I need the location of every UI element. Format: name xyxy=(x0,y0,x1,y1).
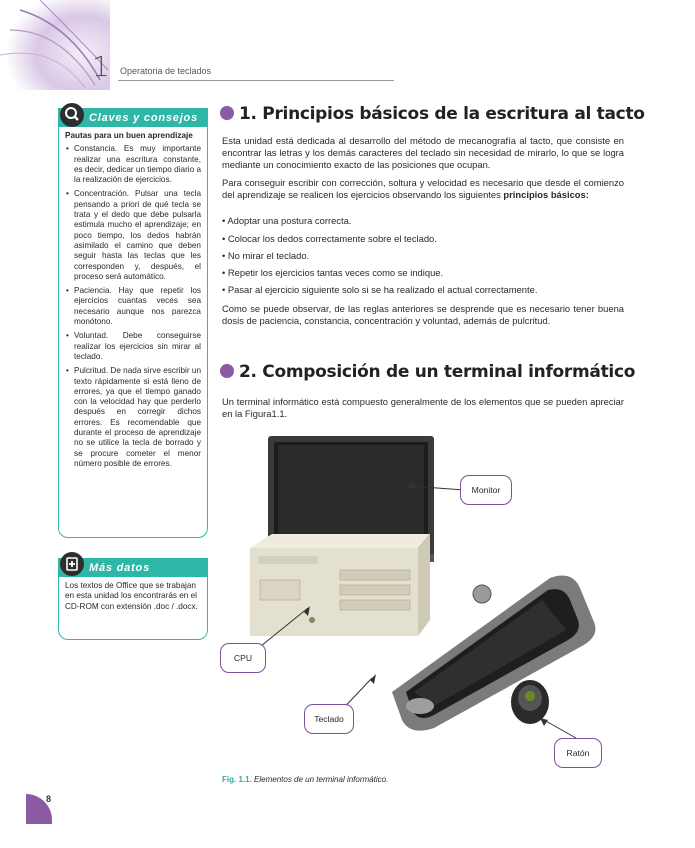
mas-datos-text: Los textos de Office que se trabajan en esta unidad los encontrarás en el CD-ROM con extensión .doc / .docx. xyxy=(65,581,198,611)
cpu-illustration xyxy=(250,534,430,636)
section1-paragraph-1: Esta unidad está dedicada al desarrollo del método de mecanografía al tacto, que consiste en encontrar las letras y los demás caracteres del teclado sin necesidad de mirarlo, lo que se logra mediante un conocimiento exacto de las posiciones que ocupan. xyxy=(222,135,624,170)
bullet-item: • Colocar los dedos correctamente sobre el teclado. xyxy=(222,233,437,244)
heading-dot xyxy=(220,106,234,120)
paragraph-text: Para conseguir escribir con corrección, soltura y velocidad es necesario que desde el comienzo del aprendizaje se realicen los ejercicios observando los siguientes xyxy=(222,177,624,200)
section2-heading xyxy=(220,362,635,382)
claves-list xyxy=(65,144,201,469)
section1-heading xyxy=(220,104,645,124)
caption-number: Fig. 1.1. xyxy=(222,775,252,784)
bullet-item: • Repetir los ejercicios tantas veces como se indique. xyxy=(222,267,444,278)
claves-box xyxy=(58,108,208,538)
list-item: • Voluntad. Debe conseguirse realizar los ejercicios sin mirar al teclado. xyxy=(74,331,201,362)
header-rule xyxy=(118,80,394,81)
chapter-number: 1 xyxy=(92,50,110,83)
claves-subtitle: Pautas para un buen aprendizaje xyxy=(65,131,193,140)
mas-datos-title: Más datos xyxy=(59,559,207,577)
section2-paragraph-1: Un terminal informático está compuesto generalmente de los elementos que se pueden apreciar en la Figura1.1. xyxy=(222,396,624,419)
label-teclado: Teclado xyxy=(304,704,354,734)
page-number: 8 xyxy=(46,794,52,804)
chapter-title: Operatoria de teclados xyxy=(120,66,212,76)
mouse-illustration xyxy=(511,680,549,724)
plus-icon xyxy=(60,552,84,576)
paragraph-bold: principios básicos: xyxy=(503,189,589,200)
figure-computer-terminal xyxy=(220,430,620,770)
heading-dot xyxy=(220,364,234,378)
section1-heading-text: 1. Principios básicos de la escritura al tacto xyxy=(239,104,645,124)
section1-paragraph-2 xyxy=(222,177,624,201)
bullet-item: • Pasar al ejercicio siguiente solo si se ha realizado el actual correctamente. xyxy=(222,284,538,295)
claves-title: Claves y consejos xyxy=(59,109,207,127)
magnifier-icon xyxy=(60,103,84,127)
list-item: • Constancia. Es muy importante realizar una escritura constante, es decir, dedicar un tiempo diario a la realización de ejercicios. xyxy=(74,144,201,185)
figure-caption xyxy=(222,775,388,784)
list-item: • Concentración. Pulsar una tecla pensando a priori de qué tecla se trata y el dedo que debe pulsarla estimula mucho el aprendizaje; en poco tiempo, los dedos habrán asimilado el camino que deben seguir hasta las teclas que les corresponden y, después, el proceso será automático. xyxy=(74,189,201,282)
label-cpu: CPU xyxy=(220,643,266,673)
bullet-item: • No mirar el teclado. xyxy=(222,250,310,261)
caption-text: Elementos de un terminal informático. xyxy=(251,775,389,784)
label-monitor: Monitor xyxy=(460,475,512,505)
section1-paragraph-3: Como se puede observar, de las reglas anteriores se desprende que es necesario tener buena dosis de paciencia, constancia, concentración y voluntad, además de pulcritud. xyxy=(222,303,624,326)
label-raton: Ratón xyxy=(554,738,602,768)
list-item: • Paciencia. Hay que repetir los ejercicios cuantas veces sea necesario aunque nos parezca monótono. xyxy=(74,286,201,327)
list-item: • Pulcritud. De nada sirve escribir un texto rápidamente si está lleno de errores, ya que el tiempo ganado con la velocidad hay que perderlo después en corregir dichos errores. Es recomendable que durante el proceso de aprendizaje no se utilice la tecla de borrado y se procure cometer el menor número posible de errores. xyxy=(74,366,201,469)
section2-heading-text: 2. Composición de un terminal informático xyxy=(239,362,636,382)
bullet-item: • Adoptar una postura correcta. xyxy=(222,215,352,226)
